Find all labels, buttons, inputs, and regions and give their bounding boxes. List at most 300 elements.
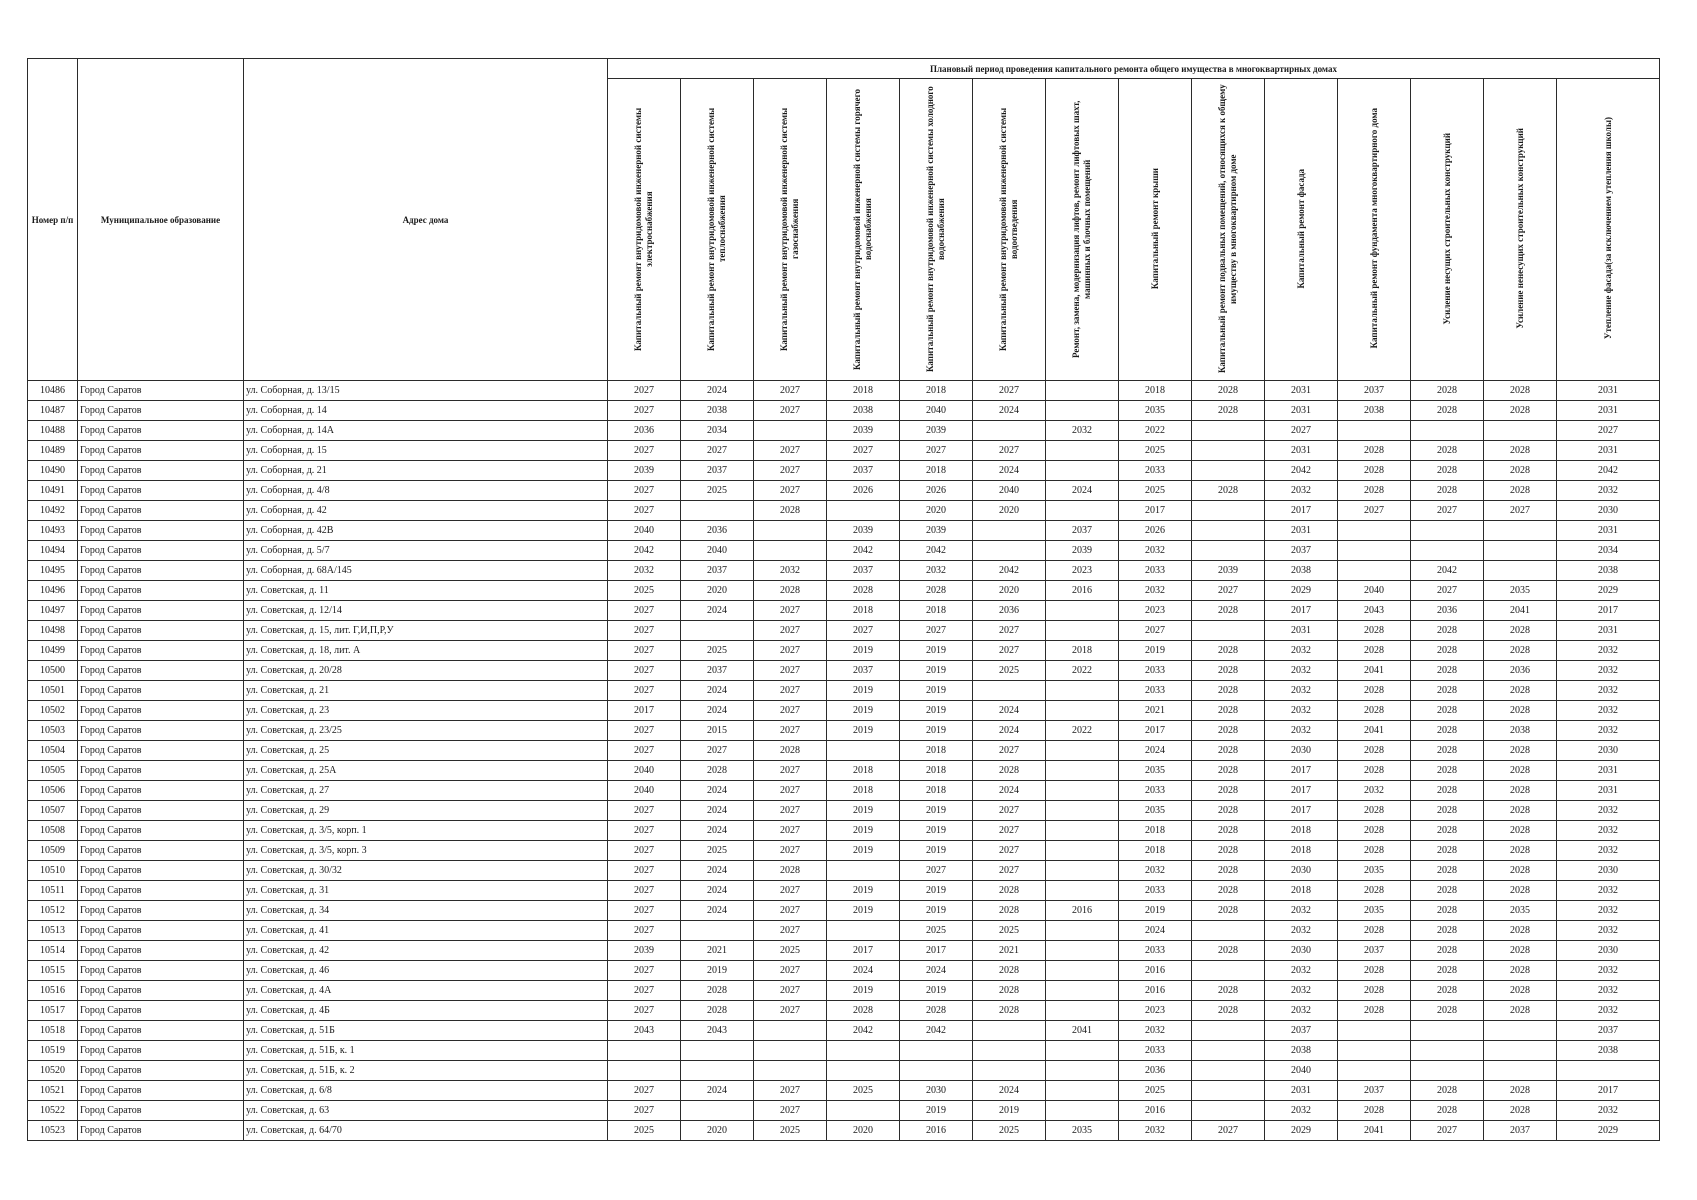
table-row — [28, 821, 1660, 841]
municipality-cell: Город Саратов — [78, 881, 244, 901]
year-cell: 2027 — [973, 641, 1046, 661]
year-cell: 2017 — [900, 941, 973, 961]
year-cell: 2027 — [608, 901, 681, 921]
year-cell: 2017 — [1557, 601, 1660, 621]
year-cell: 2032 — [1119, 1121, 1192, 1141]
year-cell: 2028 — [1411, 641, 1484, 661]
work-type-header-label: Капитальный ремонт фасада — [1295, 168, 1306, 289]
row-number-cell: 10501 — [28, 681, 78, 701]
year-cell: 2028 — [1338, 681, 1411, 701]
year-cell — [1192, 1101, 1265, 1121]
year-cell: 2036 — [681, 521, 754, 541]
year-cell: 2027 — [608, 381, 681, 401]
year-cell: 2028 — [1338, 701, 1411, 721]
year-cell: 2024 — [1119, 741, 1192, 761]
year-cell: 2024 — [827, 961, 900, 981]
year-cell: 2028 — [1484, 941, 1557, 961]
year-cell — [681, 1101, 754, 1121]
year-cell: 2028 — [754, 581, 827, 601]
year-cell: 2032 — [1119, 861, 1192, 881]
year-cell: 2028 — [1411, 741, 1484, 761]
year-cell: 2027 — [681, 741, 754, 761]
year-cell: 2028 — [1192, 601, 1265, 621]
capital-repair-table — [27, 58, 1660, 1141]
year-cell: 2040 — [608, 781, 681, 801]
year-cell: 2027 — [973, 741, 1046, 761]
year-cell: 2028 — [1484, 1101, 1557, 1121]
table-row — [28, 621, 1660, 641]
year-cell: 2024 — [681, 801, 754, 821]
year-cell: 2028 — [1192, 681, 1265, 701]
year-cell — [1411, 541, 1484, 561]
row-number-cell: 10502 — [28, 701, 78, 721]
table-row — [28, 861, 1660, 881]
year-cell: 2024 — [1046, 481, 1119, 501]
year-cell: 2027 — [754, 1101, 827, 1121]
year-cell: 2037 — [681, 461, 754, 481]
year-cell: 2037 — [1046, 521, 1119, 541]
year-cell — [1192, 461, 1265, 481]
address-cell: ул. Советская, д. 51Б — [244, 1021, 608, 1041]
year-cell: 2024 — [900, 961, 973, 981]
municipality-cell: Город Саратов — [78, 441, 244, 461]
year-cell: 2027 — [900, 441, 973, 461]
year-cell: 2027 — [754, 801, 827, 821]
year-cell: 2020 — [827, 1121, 900, 1141]
year-cell — [1192, 421, 1265, 441]
year-cell: 2027 — [1338, 501, 1411, 521]
address-cell: ул. Советская, д. 11 — [244, 581, 608, 601]
municipality-cell: Город Саратов — [78, 501, 244, 521]
year-cell: 2027 — [754, 1001, 827, 1021]
year-cell: 2041 — [1338, 721, 1411, 741]
year-cell: 2028 — [1484, 841, 1557, 861]
year-cell: 2028 — [1411, 701, 1484, 721]
year-cell: 2036 — [1484, 661, 1557, 681]
year-cell: 2028 — [1338, 841, 1411, 861]
year-cell: 2033 — [1119, 1041, 1192, 1061]
year-cell: 2018 — [1265, 821, 1338, 841]
work-type-header — [681, 79, 754, 381]
year-cell: 2027 — [754, 921, 827, 941]
year-cell: 2041 — [1484, 601, 1557, 621]
year-cell: 2033 — [1119, 881, 1192, 901]
year-cell: 2032 — [1557, 841, 1660, 861]
year-cell: 2027 — [608, 721, 681, 741]
year-cell: 2027 — [754, 461, 827, 481]
year-cell: 2027 — [754, 981, 827, 1001]
year-cell: 2018 — [1119, 381, 1192, 401]
year-cell: 2028 — [1484, 681, 1557, 701]
municipality-cell: Город Саратов — [78, 961, 244, 981]
year-cell: 2018 — [900, 781, 973, 801]
year-cell: 2025 — [681, 481, 754, 501]
year-cell: 2017 — [1265, 761, 1338, 781]
municipality-cell: Город Саратов — [78, 841, 244, 861]
year-cell: 2028 — [973, 761, 1046, 781]
municipality-cell: Город Саратов — [78, 781, 244, 801]
year-cell: 2028 — [1411, 781, 1484, 801]
year-cell: 2040 — [608, 761, 681, 781]
year-cell — [1046, 601, 1119, 621]
year-cell: 2028 — [1192, 761, 1265, 781]
year-cell: 2035 — [1119, 761, 1192, 781]
year-cell: 2028 — [973, 881, 1046, 901]
year-cell: 2017 — [1119, 501, 1192, 521]
work-type-header-label: Капитальный ремонт внутридомовой инженерной системы электроснабжения — [633, 106, 654, 351]
year-cell: 2027 — [608, 801, 681, 821]
year-cell: 2028 — [1484, 961, 1557, 981]
year-cell: 2034 — [1557, 541, 1660, 561]
table-row — [28, 761, 1660, 781]
row-number-cell: 10508 — [28, 821, 78, 841]
year-cell: 2028 — [754, 741, 827, 761]
year-cell: 2027 — [973, 381, 1046, 401]
year-cell: 2028 — [1338, 461, 1411, 481]
year-cell: 2028 — [1338, 641, 1411, 661]
year-cell: 2030 — [1265, 941, 1338, 961]
year-cell: 2026 — [900, 481, 973, 501]
year-cell: 2027 — [608, 601, 681, 621]
year-cell: 2038 — [1557, 1041, 1660, 1061]
year-cell: 2027 — [608, 881, 681, 901]
year-cell: 2028 — [1484, 741, 1557, 761]
municipality-cell: Город Саратов — [78, 701, 244, 721]
year-cell: 2028 — [1338, 441, 1411, 461]
year-cell: 2022 — [1046, 661, 1119, 681]
year-cell: 2027 — [754, 381, 827, 401]
year-cell: 2028 — [1192, 661, 1265, 681]
year-cell: 2038 — [1557, 561, 1660, 581]
table-row — [28, 481, 1660, 501]
year-cell: 2036 — [973, 601, 1046, 621]
year-cell — [1046, 821, 1119, 841]
year-cell: 2028 — [754, 501, 827, 521]
year-cell: 2028 — [1338, 961, 1411, 981]
year-cell: 2017 — [1119, 721, 1192, 741]
year-cell: 2020 — [900, 501, 973, 521]
address-cell: ул. Советская, д. 42 — [244, 941, 608, 961]
year-cell: 2030 — [900, 1081, 973, 1101]
row-number-cell: 10494 — [28, 541, 78, 561]
year-cell: 2032 — [1265, 981, 1338, 1001]
year-cell — [827, 501, 900, 521]
year-cell: 2031 — [1557, 441, 1660, 461]
year-cell: 2031 — [1557, 761, 1660, 781]
year-cell: 2024 — [973, 1081, 1046, 1101]
year-cell: 2017 — [1557, 1081, 1660, 1101]
table-row — [28, 1001, 1660, 1021]
year-cell: 2028 — [1484, 761, 1557, 781]
municipality-cell: Город Саратов — [78, 601, 244, 621]
year-cell: 2030 — [1557, 741, 1660, 761]
year-cell: 2027 — [754, 781, 827, 801]
year-cell: 2042 — [1557, 461, 1660, 481]
year-cell: 2019 — [900, 701, 973, 721]
year-cell: 2032 — [1265, 721, 1338, 741]
year-cell: 2025 — [827, 1081, 900, 1101]
table-row — [28, 381, 1660, 401]
year-cell — [1046, 781, 1119, 801]
year-cell — [1046, 741, 1119, 761]
year-cell: 2030 — [1557, 861, 1660, 881]
year-cell: 2030 — [1265, 861, 1338, 881]
year-cell: 2032 — [1557, 981, 1660, 1001]
year-cell: 2027 — [681, 441, 754, 461]
year-cell: 2027 — [827, 441, 900, 461]
year-cell: 2037 — [1338, 1081, 1411, 1101]
year-cell — [1046, 1101, 1119, 1121]
year-cell — [608, 1041, 681, 1061]
year-cell — [754, 1041, 827, 1061]
year-cell: 2028 — [973, 901, 1046, 921]
year-cell: 2025 — [1119, 1081, 1192, 1101]
year-cell: 2032 — [1557, 481, 1660, 501]
year-cell: 2032 — [1557, 801, 1660, 821]
year-cell — [1046, 621, 1119, 641]
year-cell: 2021 — [973, 941, 1046, 961]
municipality-cell: Город Саратов — [78, 561, 244, 581]
year-cell: 2027 — [608, 401, 681, 421]
year-cell — [1192, 521, 1265, 541]
municipality-cell: Город Саратов — [78, 401, 244, 421]
year-cell: 2019 — [900, 841, 973, 861]
year-cell: 2027 — [608, 981, 681, 1001]
table-row — [28, 961, 1660, 981]
year-cell: 2028 — [1411, 761, 1484, 781]
municipality-cell: Город Саратов — [78, 1081, 244, 1101]
year-cell: 2025 — [1119, 441, 1192, 461]
municipality-cell: Город Саратов — [78, 1121, 244, 1141]
year-cell: 2027 — [608, 921, 681, 941]
year-cell — [1484, 1061, 1557, 1081]
year-cell: 2019 — [900, 721, 973, 741]
year-cell: 2039 — [900, 421, 973, 441]
table-header — [28, 59, 1660, 381]
year-cell: 2028 — [1411, 681, 1484, 701]
year-cell: 2027 — [608, 661, 681, 681]
year-cell: 2024 — [681, 781, 754, 801]
year-cell: 2027 — [900, 861, 973, 881]
year-cell: 2019 — [827, 801, 900, 821]
year-cell: 2028 — [1411, 861, 1484, 881]
year-cell: 2025 — [681, 841, 754, 861]
year-cell: 2027 — [973, 821, 1046, 841]
year-cell — [1046, 461, 1119, 481]
row-number-cell: 10498 — [28, 621, 78, 641]
year-cell — [1192, 441, 1265, 461]
year-cell: 2032 — [1557, 881, 1660, 901]
year-cell — [754, 421, 827, 441]
row-number-cell: 10504 — [28, 741, 78, 761]
year-cell: 2037 — [827, 561, 900, 581]
year-cell: 2027 — [973, 621, 1046, 641]
year-cell — [827, 921, 900, 941]
year-cell: 2032 — [1557, 921, 1660, 941]
year-cell: 2032 — [1557, 821, 1660, 841]
year-cell — [973, 521, 1046, 541]
table-body — [28, 381, 1660, 1141]
year-cell: 2032 — [1557, 681, 1660, 701]
year-cell: 2028 — [1484, 821, 1557, 841]
year-cell: 2039 — [827, 421, 900, 441]
year-cell: 2019 — [827, 881, 900, 901]
table-row — [28, 581, 1660, 601]
address-cell: ул. Соборная, д. 42В — [244, 521, 608, 541]
address-cell: ул. Советская, д. 29 — [244, 801, 608, 821]
year-cell — [1046, 921, 1119, 941]
year-cell: 2021 — [681, 941, 754, 961]
year-cell: 2032 — [900, 561, 973, 581]
year-cell: 2040 — [973, 481, 1046, 501]
row-number-cell: 10516 — [28, 981, 78, 1001]
year-cell: 2025 — [973, 1121, 1046, 1141]
year-cell: 2024 — [973, 701, 1046, 721]
year-cell: 2032 — [1265, 1001, 1338, 1021]
row-number-cell: 10517 — [28, 1001, 78, 1021]
table-row — [28, 601, 1660, 621]
year-cell: 2031 — [1557, 381, 1660, 401]
year-cell — [1046, 681, 1119, 701]
year-cell: 2027 — [608, 1001, 681, 1021]
year-cell: 2027 — [1484, 501, 1557, 521]
year-cell: 2028 — [1338, 481, 1411, 501]
year-cell: 2027 — [754, 661, 827, 681]
year-cell: 2027 — [608, 841, 681, 861]
year-cell: 2016 — [1119, 981, 1192, 1001]
year-cell: 2028 — [1192, 481, 1265, 501]
year-cell: 2027 — [973, 441, 1046, 461]
year-cell: 2016 — [1046, 901, 1119, 921]
year-cell: 2024 — [681, 1081, 754, 1101]
year-cell — [1557, 1061, 1660, 1081]
year-cell — [1411, 521, 1484, 541]
year-cell: 2040 — [900, 401, 973, 421]
year-cell: 2027 — [754, 961, 827, 981]
year-cell — [1046, 761, 1119, 781]
year-cell: 2027 — [608, 441, 681, 461]
table-row — [28, 981, 1660, 1001]
year-cell: 2027 — [608, 1081, 681, 1101]
year-cell: 2016 — [1046, 581, 1119, 601]
year-cell: 2037 — [1484, 1121, 1557, 1141]
municipality-column-header: Муниципальное образование — [78, 59, 244, 381]
address-cell: ул. Соборная, д. 14А — [244, 421, 608, 441]
year-cell: 2031 — [1557, 781, 1660, 801]
year-cell: 2019 — [900, 641, 973, 661]
year-cell: 2028 — [1411, 461, 1484, 481]
table-row — [28, 841, 1660, 861]
year-cell: 2025 — [973, 921, 1046, 941]
year-cell: 2028 — [1484, 641, 1557, 661]
year-cell — [1046, 941, 1119, 961]
year-cell: 2033 — [1119, 781, 1192, 801]
municipality-cell: Город Саратов — [78, 461, 244, 481]
year-cell: 2037 — [1265, 541, 1338, 561]
year-cell: 2037 — [1557, 1021, 1660, 1041]
year-cell — [827, 1061, 900, 1081]
year-cell: 2028 — [1338, 981, 1411, 1001]
table-row — [28, 401, 1660, 421]
year-cell: 2032 — [1557, 901, 1660, 921]
year-cell: 2028 — [681, 761, 754, 781]
year-cell: 2032 — [1557, 661, 1660, 681]
year-cell — [1046, 701, 1119, 721]
municipality-cell: Город Саратов — [78, 981, 244, 1001]
year-cell: 2042 — [827, 541, 900, 561]
year-cell: 2017 — [1265, 781, 1338, 801]
address-cell: ул. Соборная, д. 4/8 — [244, 481, 608, 501]
year-cell: 2027 — [608, 621, 681, 641]
year-cell: 2019 — [827, 981, 900, 1001]
year-cell — [1046, 501, 1119, 521]
address-cell: ул. Советская, д. 25А — [244, 761, 608, 781]
year-cell: 2042 — [1265, 461, 1338, 481]
year-cell: 2035 — [1338, 901, 1411, 921]
year-cell: 2019 — [827, 641, 900, 661]
year-cell: 2028 — [1484, 881, 1557, 901]
year-cell — [973, 681, 1046, 701]
row-number-cell: 10522 — [28, 1101, 78, 1121]
year-cell: 2028 — [1192, 841, 1265, 861]
year-cell: 2028 — [1411, 401, 1484, 421]
address-cell: ул. Советская, д. 30/32 — [244, 861, 608, 881]
table-row — [28, 441, 1660, 461]
year-cell: 2025 — [900, 921, 973, 941]
year-cell: 2027 — [754, 901, 827, 921]
year-cell: 2035 — [1119, 401, 1192, 421]
year-cell: 2037 — [1265, 1021, 1338, 1041]
year-cell — [900, 1061, 973, 1081]
year-cell — [681, 621, 754, 641]
year-cell: 2035 — [1119, 801, 1192, 821]
year-cell: 2041 — [1338, 661, 1411, 681]
year-cell: 2028 — [1338, 1001, 1411, 1021]
year-cell: 2040 — [608, 521, 681, 541]
address-cell: ул. Соборная, д. 15 — [244, 441, 608, 461]
year-cell: 2031 — [1265, 441, 1338, 461]
year-cell — [827, 1101, 900, 1121]
row-number-cell: 10513 — [28, 921, 78, 941]
year-cell: 2039 — [1192, 561, 1265, 581]
row-number-cell: 10493 — [28, 521, 78, 541]
address-cell: ул. Советская, д. 23/25 — [244, 721, 608, 741]
year-cell: 2032 — [1265, 921, 1338, 941]
year-cell: 2028 — [1411, 921, 1484, 941]
year-cell: 2017 — [1265, 801, 1338, 821]
year-cell: 2032 — [1557, 1001, 1660, 1021]
row-number-cell: 10509 — [28, 841, 78, 861]
year-cell: 2039 — [608, 941, 681, 961]
year-cell: 2028 — [1338, 621, 1411, 641]
address-cell: ул. Советская, д. 46 — [244, 961, 608, 981]
year-cell: 2028 — [681, 981, 754, 1001]
year-cell: 2018 — [900, 601, 973, 621]
year-cell: 2024 — [973, 721, 1046, 741]
year-cell: 2027 — [754, 841, 827, 861]
year-cell: 2031 — [1265, 1081, 1338, 1101]
year-cell: 2042 — [973, 561, 1046, 581]
year-cell: 2024 — [973, 781, 1046, 801]
year-cell: 2019 — [827, 901, 900, 921]
table-row — [28, 681, 1660, 701]
year-cell: 2019 — [1119, 901, 1192, 921]
year-cell: 2033 — [1119, 561, 1192, 581]
municipality-cell: Город Саратов — [78, 1101, 244, 1121]
table-row — [28, 1081, 1660, 1101]
year-cell: 2016 — [1119, 1101, 1192, 1121]
year-cell: 2026 — [1119, 521, 1192, 541]
